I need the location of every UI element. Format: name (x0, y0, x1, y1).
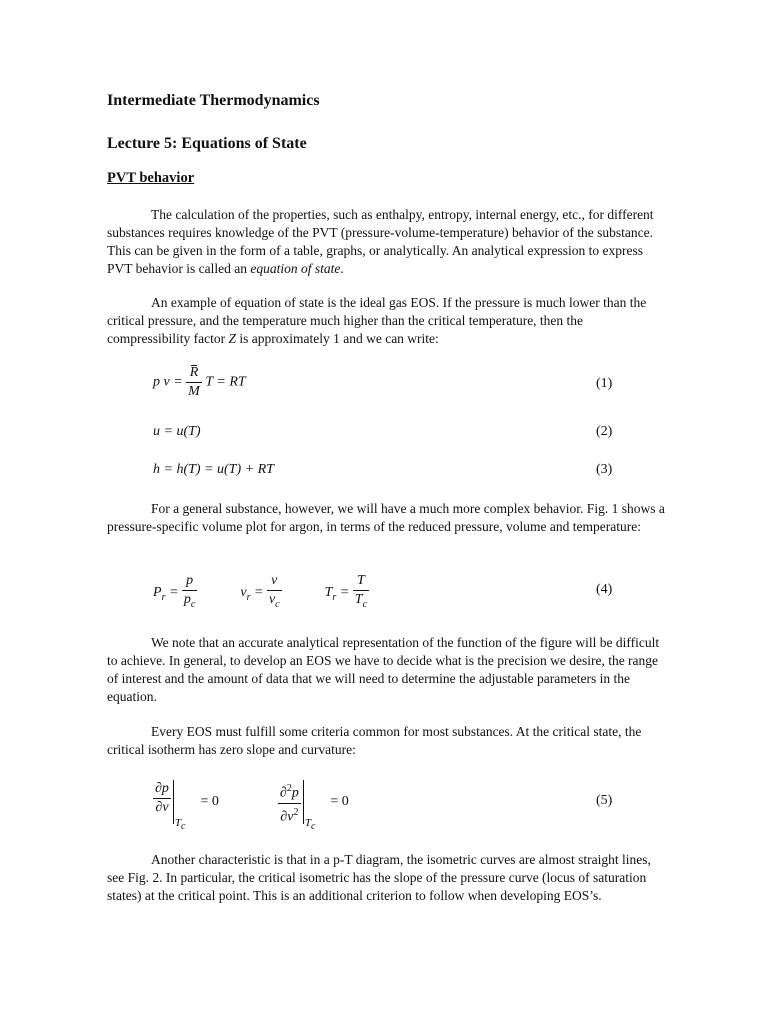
eq1-denominator: M (188, 384, 200, 399)
paragraph-1-italic: equation of state (250, 261, 341, 276)
eq5-second-derivative: $\frac{\partial^2p}{\partial v^2}$ (278, 780, 304, 824)
paragraph-6 (107, 851, 667, 905)
eq4-tr-fraction: $\frac{T}{T_c}$ (354, 573, 368, 610)
paragraph-2 (107, 294, 667, 348)
eq5-first-derivative: $\frac{\partial p}{\partial v}$ (153, 780, 174, 824)
equation-2: u = u(T) (153, 424, 201, 439)
paragraph-2-italic: Z (228, 331, 236, 346)
eq1-rhs: T = RT (205, 374, 246, 390)
paragraph-4-text: We note that an accurate analytical representation of the function of the figure will be difficult to achieve. In general, to develop an EOS we have to decide what is the precision we desire, the range of interest and the amount of data that we will need to determine the adjustable parameters in the equation. (107, 635, 660, 704)
paragraph-5 (107, 723, 667, 759)
paragraph-3-text: For a general substance, however, we will have a much more complex behavior. Fig. 1 shows a pressure-specific volume plot for argon, in terms of the reduced pressure, volume and temperature: (107, 501, 665, 534)
section-heading: PVT behavior (107, 170, 195, 186)
eq1-lhs: p v = (153, 374, 183, 390)
eq4-tr: $T_r$ = (324, 585, 353, 603)
paragraph-4 (107, 634, 667, 706)
paragraph-5-text: Every EOS must fulfill some criteria common for most substances. At the critical state, the critical isotherm has zero slope and curvature: (107, 724, 642, 757)
equation-1-number: (1) (596, 376, 613, 391)
paragraph-2-text-end: is approximately 1 and we can write: (235, 331, 439, 346)
document-title: Intermediate Thermodynamics (107, 92, 320, 109)
eq4-vr-fraction: $\frac{v}{v_c}$ (268, 573, 280, 610)
eq4-pr-fraction: $\frac{p}{p_c}$ (183, 573, 196, 610)
eq5-rhs-2: = 0 (330, 794, 349, 810)
paragraph-1-text: The calculation of the properties, such as enthalpy, entropy, internal energy, etc., for different substances requires knowledge of the PVT (pressure-volume-temperature) behavior of the substance. This can be given in the form of a table, graphs, or analytically. An analytical expression to express PVT behavior is called an (107, 207, 654, 276)
paragraph-6-text: Another characteristic is that in a p-T diagram, the isometric curves are almost straight lines, see Fig. 2. In particular, the critical isometric has the slope of the pressure curve (locus of saturation states) at the critical point. This is an additional criterion to follow when developing EOS’s. (107, 852, 651, 903)
eq1-fraction (186, 364, 202, 401)
equation-2-number: (2) (596, 424, 613, 439)
paragraph-2-text: An example of equation of state is the ideal gas EOS. If the pressure is much lower than the critical pressure, and the temperature much higher than the critical temperature, then the compressibility factor (107, 295, 647, 346)
equation-4 (153, 572, 369, 614)
equation-3-number: (3) (596, 462, 613, 477)
equation-5-number: (5) (596, 793, 613, 808)
paragraph-1-end: . (340, 261, 344, 276)
paragraph-1 (107, 206, 667, 278)
eq1-numerator: R (189, 365, 199, 380)
lecture-heading: Lecture 5: Equations of State (107, 135, 307, 152)
eq4-vr: $v_r$ = (240, 585, 267, 603)
equation-3: h = h(T) = u(T) + RT (153, 462, 274, 477)
eq5-first-subscript: $T_c$ (174, 816, 186, 832)
paragraph-3 (107, 500, 667, 536)
equation-5 (153, 780, 349, 832)
equation-4-number: (4) (596, 582, 613, 597)
eq5-second-subscript: $T_c$ (304, 816, 316, 832)
eq4-pr: $P_r$ = (153, 585, 182, 603)
eq5-rhs-1: = 0 (200, 794, 219, 810)
equation-1 (153, 364, 246, 401)
